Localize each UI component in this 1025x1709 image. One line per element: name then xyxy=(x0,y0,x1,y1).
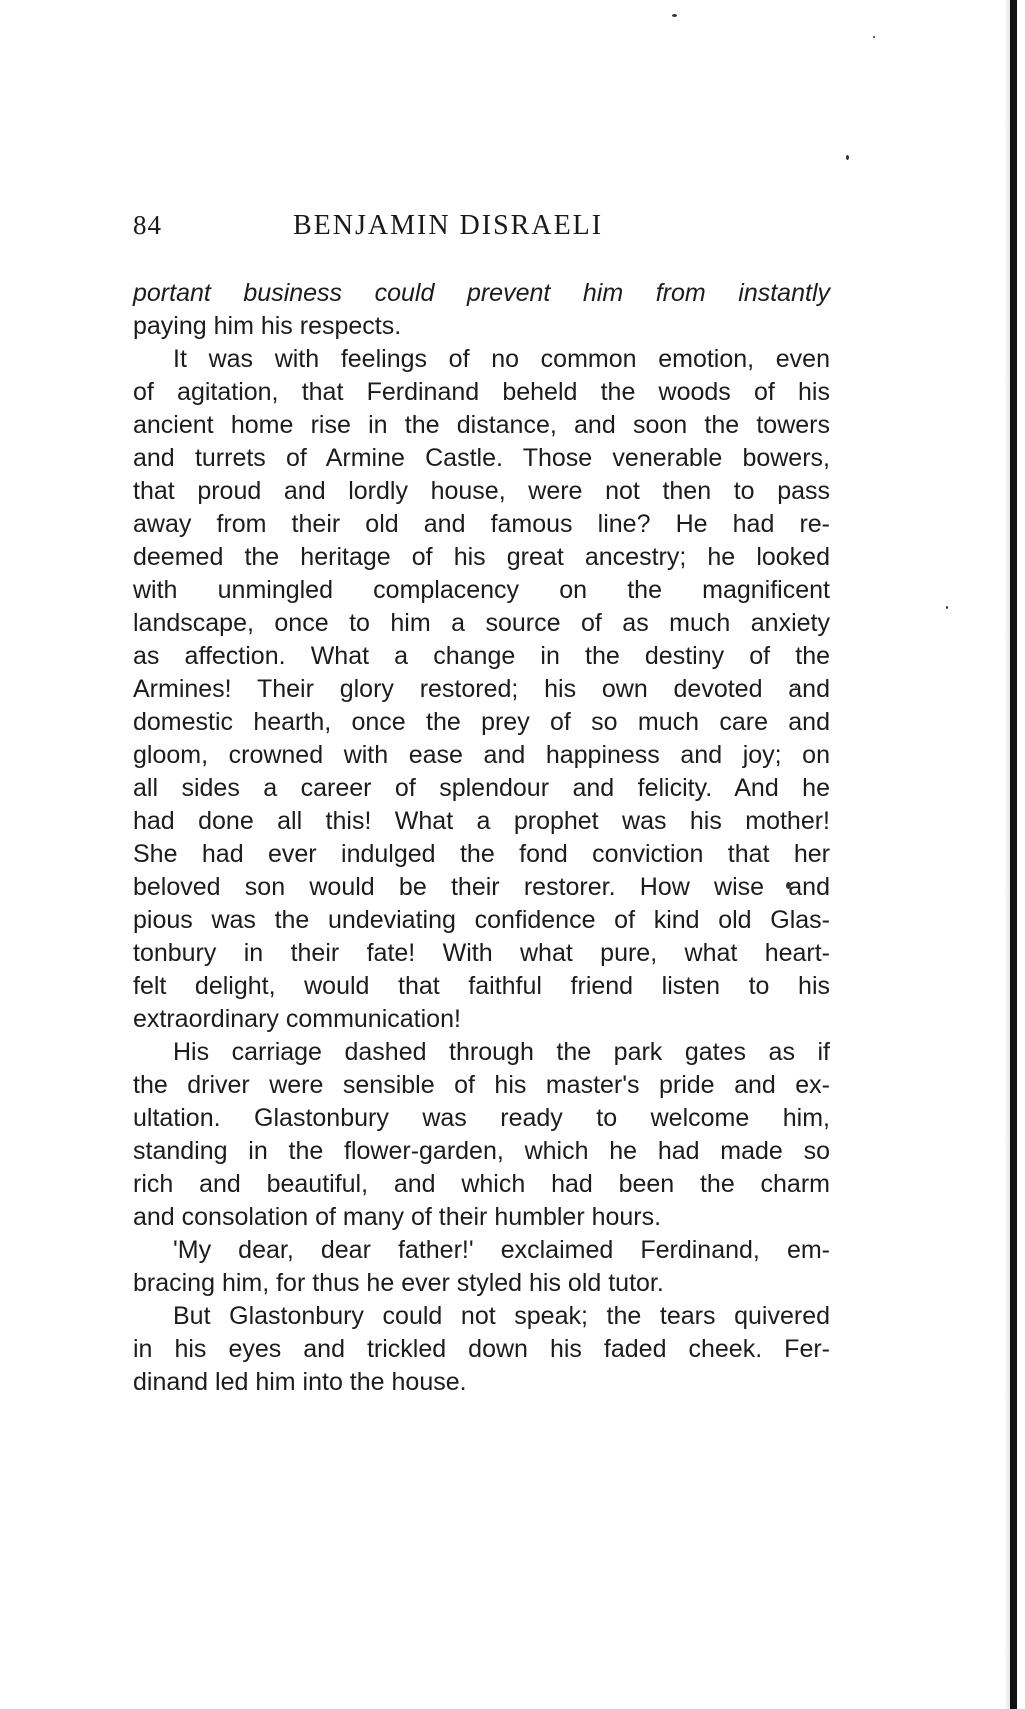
text-line: dinand led him into the house. xyxy=(133,1368,467,1396)
text-line: with unmingled complacency on the magnificent xyxy=(133,576,830,604)
text-line: and turrets of Armine Castle. Those venerable bowers, xyxy=(133,444,830,472)
text-line: all sides a career of splendour and felicity. And he xyxy=(133,774,830,802)
text-line: His carriage dashed through the park gates as if xyxy=(173,1038,830,1066)
text-line: pious was the undeviating confidence of kind old Glas- xyxy=(133,906,830,934)
text-line: standing in the flower-garden, which he had made so xyxy=(133,1137,830,1165)
text-line: 'My dear, dear father!' exclaimed Ferdinand, em- xyxy=(173,1236,830,1264)
scan-edge xyxy=(1010,0,1017,1709)
text-line: Armines! Their glory restored; his own devoted and xyxy=(133,675,830,703)
scan-speck xyxy=(672,14,677,17)
text-line: It was with feelings of no common emotion, even xyxy=(173,345,830,373)
scan-speck xyxy=(946,606,948,609)
text-line: had done all this! What a prophet was his mother! xyxy=(133,807,830,835)
text-line: beloved son would be their restorer. How wise and xyxy=(133,873,830,901)
scan-speck xyxy=(873,36,875,38)
text-line: deemed the heritage of his great ancestry; he looked xyxy=(133,543,830,571)
text-line: landscape, once to him a source of as much anxiety xyxy=(133,609,830,637)
text-line: and consolation of many of their humbler hours. xyxy=(133,1203,662,1231)
text-line: bracing him, for thus he ever styled his old tutor. xyxy=(133,1269,664,1297)
text-line: felt delight, would that faithful friend listen to his xyxy=(133,972,830,1000)
text-line: away from their old and famous line? He had re- xyxy=(133,510,830,538)
text-line: But Glastonbury could not speak; the tears quivered xyxy=(173,1302,830,1330)
paragraph-2 xyxy=(133,343,830,1036)
text-line: that proud and lordly house, were not then to pass xyxy=(133,477,830,505)
text-line: She had ever indulged the fond conviction that her xyxy=(133,840,830,868)
text-line: gloom, crowned with ease and happiness and joy; on xyxy=(133,741,830,769)
paragraph-1 xyxy=(133,277,830,343)
paragraph-5 xyxy=(133,1300,830,1399)
italic-text: portant business could prevent him from instantly xyxy=(133,279,830,307)
text-line: ancient home rise in the distance, and soon the towers xyxy=(133,411,830,439)
text-line: as affection. What a change in the destiny of the xyxy=(133,642,830,670)
text-line: in his eyes and trickled down his faded cheek. Fer- xyxy=(133,1335,830,1363)
page-number: 84 xyxy=(133,210,162,240)
text-line: extraordinary communication! xyxy=(133,1005,461,1033)
text-line: domestic hearth, once the prey of so much care and xyxy=(133,708,830,736)
text-line: paying him his respects. xyxy=(133,312,402,340)
text-line xyxy=(133,277,830,310)
scan-speck xyxy=(846,155,849,160)
running-head: BENJAMIN DISRAELI xyxy=(293,210,604,241)
text-line: tonbury in their fate! With what pure, what heart- xyxy=(133,939,830,967)
paragraph-4 xyxy=(133,1234,830,1300)
text-line: rich and beautiful, and which had been the charm xyxy=(133,1170,830,1198)
text-line: the driver were sensible of his master's pride and ex- xyxy=(133,1071,830,1099)
text-line: ultation. Glastonbury was ready to welcome him, xyxy=(133,1104,830,1132)
body-text xyxy=(133,277,830,1399)
text-line: of agitation, that Ferdinand beheld the woods of his xyxy=(133,378,830,406)
page-header xyxy=(133,210,833,250)
paragraph-3 xyxy=(133,1036,830,1234)
